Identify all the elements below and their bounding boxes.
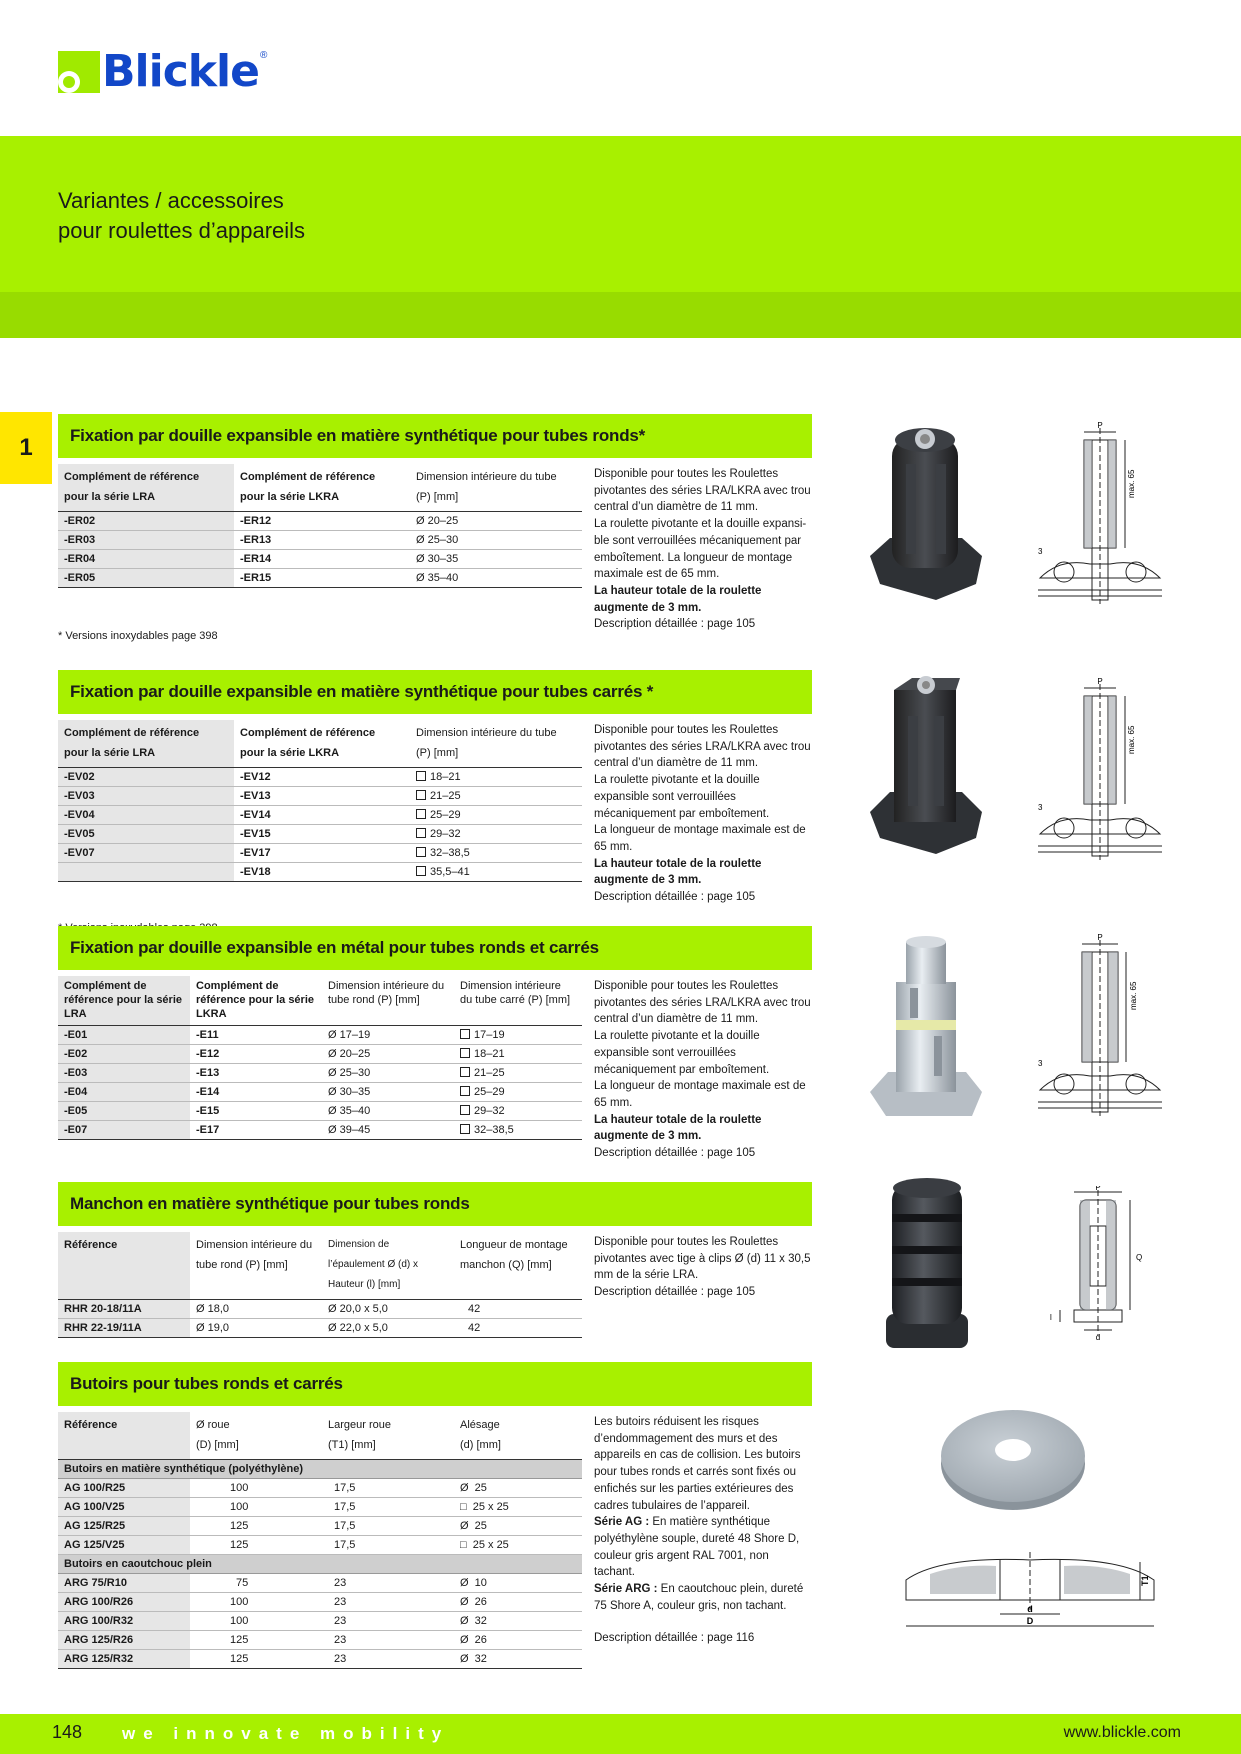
expander-metal-photo (866, 932, 986, 1122)
bumper-drawing (900, 1550, 1160, 1634)
cell: -EV03 (58, 787, 234, 806)
page-title (58, 186, 305, 246)
table-group-row (58, 1460, 582, 1479)
col-header: Dimension intérieure du tube rond (P) [mm] (322, 976, 454, 1026)
section-title: Butoirs pour tubes ronds et carrés (58, 1362, 812, 1406)
cell: AG 100/R25 (58, 1479, 190, 1498)
table-row (58, 512, 582, 531)
cell: -EV14 (234, 806, 410, 825)
table-row (58, 1064, 582, 1083)
spec-table (58, 1412, 582, 1669)
col-header: Complément de référence pour la série LKRA (234, 464, 410, 512)
footnote: * Versions inoxydables page 398 (58, 630, 218, 642)
page-title-line1: Variantes / accessoires (58, 188, 284, 213)
label-s: 3 (1038, 547, 1043, 556)
table-row (58, 768, 582, 787)
cell: 18–21 (410, 768, 582, 787)
cell: -E13 (190, 1064, 322, 1083)
table-row (58, 1026, 582, 1045)
hero-band (0, 292, 1241, 338)
desc-para: La roulette pivotante et la douille expansi-ble sont verrouillées mécaniquement par emboîtement. La longueur de montage maximale est de 65 mm. (594, 518, 807, 581)
cell: Ø 25–30 (410, 531, 582, 550)
section-title: Manchon en matière synthétique pour tubes ronds (58, 1182, 812, 1226)
col-header: Complément de référence pour la série LKRA (234, 720, 410, 768)
description (594, 466, 812, 633)
table-row (58, 531, 582, 550)
col-header: Complément de référence pour la série LRA (58, 464, 234, 512)
description (594, 1234, 812, 1301)
cell: -ER05 (58, 569, 234, 588)
cell: 18–21 (454, 1045, 582, 1064)
cell: -E11 (190, 1026, 322, 1045)
cell: 21–25 (410, 787, 582, 806)
brand-logo (58, 46, 268, 97)
label-p: P (1097, 421, 1103, 430)
cell: -E03 (58, 1064, 190, 1083)
desc-bold: La hauteur totale de la roulette augmente de 3 mm. (594, 584, 762, 614)
section-title: Fixation par douille expansible en matière synthétique pour tubes ronds* (58, 414, 812, 458)
cell: ARG 75/R10 (58, 1574, 190, 1593)
bumper-photo (938, 1402, 1088, 1514)
table-row (58, 1045, 582, 1064)
footer-slogan: we innovate mobility (122, 1724, 450, 1743)
label-d: d (1095, 1333, 1101, 1342)
footer-url[interactable]: www.blickle.com (1063, 1724, 1181, 1741)
cell: Ø 30–35 (410, 550, 582, 569)
cell: □ 25 x 25 (454, 1536, 582, 1555)
desc-page-ref: Description détaillée : page 105 (594, 1147, 756, 1160)
cell: -EV17 (234, 844, 410, 863)
cell: -EV07 (58, 844, 234, 863)
cell: 23 (322, 1631, 454, 1650)
col-header: Ø roue (D) [mm] (190, 1412, 322, 1460)
cell: 100 (190, 1479, 322, 1498)
desc-para: Les butoirs réduisent les risques d’endommagement des murs et des appareils en cas de collision. Les butoirs pour tubes ronds et carrés sont fixés ou enfichés sur les parties extérieures des cadres tubulaires de l’appareil. (594, 1416, 801, 1512)
table-row (58, 1498, 582, 1517)
cell: 25–29 (410, 806, 582, 825)
col-header: Alésage (d) [mm] (454, 1412, 582, 1460)
table-row (58, 1319, 582, 1338)
desc-para: Série AG : En matière synthétique polyéthylène souple, dureté 48 Shore D, couleur gris argent RAL 7001, non tachant. (594, 1516, 800, 1579)
cell: 125 (190, 1650, 322, 1669)
desc-para: La longueur de montage maximale est de 65 mm. (594, 824, 806, 853)
cell: Ø 10 (454, 1574, 582, 1593)
description (594, 722, 812, 906)
section-round-tube-plastic (58, 414, 812, 642)
desc-para: Disponible pour toutes les Roulettes pivotantes des séries LRA/LKRA avec trou central d’un diamètre de 11 mm. (594, 468, 811, 514)
desc-bold: La hauteur totale de la roulette augmente de 3 mm. (594, 1113, 762, 1143)
label-max: max. 65 (1127, 725, 1136, 754)
cell: 25–29 (454, 1083, 582, 1102)
square-icon (460, 1067, 470, 1077)
cell: Ø 30–35 (322, 1083, 454, 1102)
cell: -ER14 (234, 550, 410, 569)
col-header: Dimension intérieure du tube (P) [mm] (410, 464, 582, 512)
label-max: max. 65 (1127, 469, 1136, 498)
cell: 17,5 (322, 1536, 454, 1555)
table-row (58, 1102, 582, 1121)
square-icon (460, 1029, 470, 1039)
cell: Ø 35–40 (322, 1102, 454, 1121)
cell: ARG 125/R26 (58, 1631, 190, 1650)
col-header: Dimension intérieure du tube rond (P) [mm] (190, 1232, 322, 1300)
col-header: Référence (58, 1232, 190, 1300)
table-row (58, 787, 582, 806)
col-header: Complément de référence pour la série LRA (58, 720, 234, 768)
cell: -E15 (190, 1102, 322, 1121)
spec-table (58, 464, 582, 588)
table-row (58, 1593, 582, 1612)
label-p: P (1097, 933, 1103, 942)
cell: Ø 26 (454, 1593, 582, 1612)
label-s: 3 (1038, 1059, 1043, 1068)
page-number: 148 (52, 1722, 83, 1742)
desc-para: Série ARG : En caoutchouc plein, dureté 75 Shore A, couleur gris, non tachant. (594, 1583, 804, 1612)
logo-mark (58, 51, 100, 93)
section-square-tube-plastic (58, 670, 812, 904)
cell: Ø 25 (454, 1517, 582, 1536)
cell: Ø 32 (454, 1612, 582, 1631)
cell: Ø 25 (454, 1479, 582, 1498)
cell: 100 (190, 1498, 322, 1517)
cell: 100 (190, 1593, 322, 1612)
col-header: Référence (58, 1412, 190, 1460)
table-row (58, 569, 582, 588)
cell: 17,5 (322, 1517, 454, 1536)
cell: 35,5–41 (410, 863, 582, 882)
desc-para: La roulette pivotante et la douille expansible sont verrouillées mécaniquement par emboîtement. (594, 1030, 770, 1076)
cell: -ER12 (234, 512, 410, 531)
cell: AG 125/V25 (58, 1536, 190, 1555)
cell: Ø 22,0 x 5,0 (322, 1319, 454, 1338)
col-header: Longueur de montage manchon (Q) [mm] (454, 1232, 582, 1300)
cell: ARG 100/R32 (58, 1612, 190, 1631)
square-icon (416, 866, 426, 876)
label-p: P (1095, 1186, 1101, 1192)
cell: 42 (454, 1319, 582, 1338)
expander-round-photo (866, 424, 986, 604)
cell: 32–38,5 (410, 844, 582, 863)
page-title-line2: pour roulettes d’appareils (58, 218, 306, 243)
spec-table (58, 1232, 582, 1338)
cell: Ø 39–45 (322, 1121, 454, 1140)
square-icon (460, 1124, 470, 1134)
table-row (58, 844, 582, 863)
cell: -EV12 (234, 768, 410, 787)
col-header: Dimension intérieure du tube (P) [mm] (410, 720, 582, 768)
cell: AG 100/V25 (58, 1498, 190, 1517)
description (594, 1414, 812, 1647)
spec-table (58, 720, 582, 882)
expander-square-photo (866, 676, 986, 856)
cell: RHR 20-18/11A (58, 1300, 190, 1319)
table-row (58, 1612, 582, 1631)
cell: -ER04 (58, 550, 234, 569)
desc-para: La roulette pivotante et la douille expansible sont verrouillées mécaniquement par emboîtement. (594, 774, 770, 820)
desc-page-ref: Description détaillée : page 105 (594, 618, 756, 631)
table-row (58, 1574, 582, 1593)
group-label: Butoirs en matière synthétique (polyéthylène) (58, 1460, 582, 1479)
cell: 125 (190, 1517, 322, 1536)
expander-metal-drawing (1030, 930, 1180, 1120)
cell: 17,5 (322, 1479, 454, 1498)
cell: Ø 35–40 (410, 569, 582, 588)
cell: -E01 (58, 1026, 190, 1045)
label-p: P (1097, 677, 1103, 686)
label-q: Q (1136, 1253, 1143, 1262)
table-row (58, 1479, 582, 1498)
label-max: max. 65 (1129, 981, 1138, 1010)
cell: 23 (322, 1612, 454, 1631)
brand-registered: ® (259, 50, 268, 61)
table-row (58, 1517, 582, 1536)
sleeve-drawing (1040, 1186, 1160, 1346)
col-header: Complément de référence pour la série LRA (58, 976, 190, 1026)
label-t1: T1 (1140, 1575, 1150, 1586)
brand-name: Blickle (102, 46, 259, 97)
cell: 125 (190, 1536, 322, 1555)
cell: -E17 (190, 1121, 322, 1140)
cell: -EV05 (58, 825, 234, 844)
cell: Ø 18,0 (190, 1300, 322, 1319)
desc-page-ref: Description détaillée : page 116 (594, 1632, 755, 1645)
cell: ARG 125/R32 (58, 1650, 190, 1669)
table-row (58, 1121, 582, 1140)
cell: Ø 19,0 (190, 1319, 322, 1338)
cell: -ER02 (58, 512, 234, 531)
square-icon (416, 771, 426, 781)
table-group-row (58, 1555, 582, 1574)
cell: 125 (190, 1631, 322, 1650)
desc-para: Disponible pour toutes les Roulettes pivotantes avec tige à clips Ø (d) 11 x 30,5 mm de la série LRA. (594, 1236, 811, 1282)
square-icon (460, 1048, 470, 1058)
cell: -E04 (58, 1083, 190, 1102)
cell: 29–32 (454, 1102, 582, 1121)
table-row (58, 863, 582, 882)
square-icon (416, 809, 426, 819)
cell: 17,5 (322, 1498, 454, 1517)
col-header: Complément de référence pour la série LKRA (190, 976, 322, 1026)
cell: ARG 100/R26 (58, 1593, 190, 1612)
label-d: d (1027, 1604, 1033, 1614)
cell: Ø 25–30 (322, 1064, 454, 1083)
square-icon (460, 1105, 470, 1115)
cell: Ø 26 (454, 1631, 582, 1650)
table-row (58, 1083, 582, 1102)
cell: 32–38,5 (454, 1121, 582, 1140)
section-title: Fixation par douille expansible en matière synthétique pour tubes carrés * (58, 670, 812, 714)
spec-table (58, 976, 582, 1140)
cell: -EV15 (234, 825, 410, 844)
group-label: Butoirs en caoutchouc plein (58, 1555, 582, 1574)
cell: RHR 22-19/11A (58, 1319, 190, 1338)
cell: Ø 32 (454, 1650, 582, 1669)
desc-page-ref: Description détaillée : page 105 (594, 1286, 756, 1299)
cell: -E02 (58, 1045, 190, 1064)
section-title: Fixation par douille expansible en métal pour tubes ronds et carrés (58, 926, 812, 970)
chapter-tab: 1 (0, 412, 52, 484)
table-row (58, 1650, 582, 1669)
square-icon (416, 828, 426, 838)
col-header: Dimension de l’épaulement Ø (d) x Hauteur (l) [mm] (322, 1232, 454, 1300)
cell: 17–19 (454, 1026, 582, 1045)
cell: Ø 17–19 (322, 1026, 454, 1045)
section-bumpers (58, 1362, 812, 1665)
cell: Ø 20–25 (410, 512, 582, 531)
cell: -ER15 (234, 569, 410, 588)
cell: Ø 20–25 (322, 1045, 454, 1064)
cell: -E05 (58, 1102, 190, 1121)
cell: -EV04 (58, 806, 234, 825)
section-plastic-sleeve (58, 1182, 812, 1334)
cell: -E07 (58, 1121, 190, 1140)
cell (58, 863, 234, 882)
cell: 23 (322, 1593, 454, 1612)
cell: Ø 20,0 x 5,0 (322, 1300, 454, 1319)
col-header: Largeur roue (T1) [mm] (322, 1412, 454, 1460)
cell: 21–25 (454, 1064, 582, 1083)
desc-para: Disponible pour toutes les Roulettes pivotantes des séries LRA/LKRA avec trou central d’un diamètre de 11 mm. (594, 980, 811, 1026)
label-s: 3 (1038, 803, 1043, 812)
table-row (58, 1631, 582, 1650)
square-icon (416, 847, 426, 857)
cell: 42 (454, 1300, 582, 1319)
cell: 100 (190, 1612, 322, 1631)
expander-round-drawing (1030, 418, 1180, 608)
cell: 23 (322, 1574, 454, 1593)
cell: -EV18 (234, 863, 410, 882)
cell: -E14 (190, 1083, 322, 1102)
label-D: D (1026, 1616, 1034, 1626)
col-header: Dimension intérieure du tube carré (P) [mm] (454, 976, 582, 1026)
cell: 75 (190, 1574, 322, 1593)
table-row (58, 1300, 582, 1319)
table-row (58, 1536, 582, 1555)
cell: -EV02 (58, 768, 234, 787)
expander-square-drawing (1030, 674, 1180, 864)
cell: 23 (322, 1650, 454, 1669)
square-icon (460, 1086, 470, 1096)
cell: -ER13 (234, 531, 410, 550)
cell: 29–32 (410, 825, 582, 844)
sleeve-photo (882, 1176, 972, 1352)
desc-bold: La hauteur totale de la roulette augmente de 3 mm. (594, 857, 762, 887)
description (594, 978, 812, 1162)
cell: AG 125/R25 (58, 1517, 190, 1536)
desc-para: La longueur de montage maximale est de 65 mm. (594, 1080, 806, 1109)
cell: □ 25 x 25 (454, 1498, 582, 1517)
cell: -EV13 (234, 787, 410, 806)
cell: -E12 (190, 1045, 322, 1064)
table-row (58, 550, 582, 569)
desc-page-ref: Description détaillée : page 105 (594, 891, 756, 904)
square-icon (416, 790, 426, 800)
section-metal-expander (58, 926, 812, 1160)
table-row (58, 806, 582, 825)
cell: -ER03 (58, 531, 234, 550)
label-l: l (1050, 1313, 1052, 1322)
desc-para: Disponible pour toutes les Roulettes pivotantes des séries LRA/LKRA avec trou central d’un diamètre de 11 mm. (594, 724, 811, 770)
table-row (58, 825, 582, 844)
